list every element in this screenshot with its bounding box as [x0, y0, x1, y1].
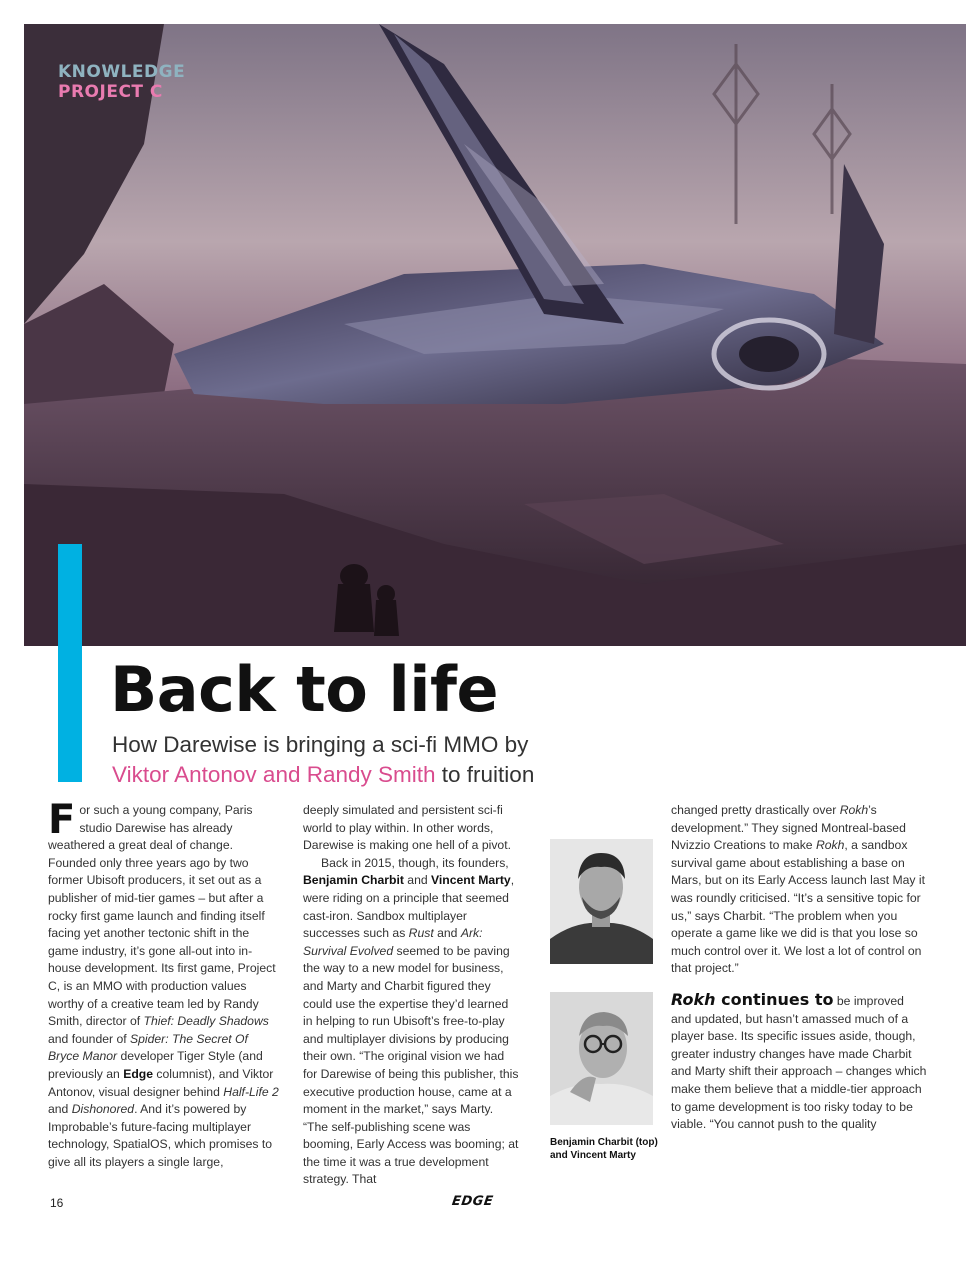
article-column-2	[303, 802, 520, 1189]
caption-line-1: Benjamin Charbit (top)	[550, 1137, 658, 1148]
col1-italic-title: Spider: The Secret Of Bryce Manor	[48, 1031, 248, 1064]
name-marty: Vincent Marty	[431, 873, 511, 888]
col1-text: developer Tiger Style (and previously an	[48, 1049, 263, 1081]
col1-italic-title: Half-Life 2	[223, 1084, 279, 1099]
col3-text: ’s development.” They signed Montreal-based Nvizzio Creations to make	[671, 803, 906, 853]
col1-paragraph	[48, 797, 282, 1171]
standfirst-text-a: How Darewise is bringing a sci-fi MMO by	[112, 732, 529, 757]
article-column-1	[48, 797, 282, 1171]
section-tag-project: PROJECT C	[58, 82, 163, 102]
standfirst-highlight: Viktor Antonov and Randy Smith	[112, 762, 436, 787]
hero-illustration	[24, 24, 966, 646]
col2-italic-title: Rust	[408, 926, 434, 941]
section-tag-knowledge: KNOWLEDGE	[58, 62, 186, 82]
col2-text: seemed to be paving the way to a new model for business, and Marty and Charbit figured they could use the expertise they’d learned in helping to run Ubisoft’s free-to-play and multiplayer divisions by producing their own. “The original vision we had for Darewise of being this publisher, this executive production house, came at a moment in the market,” says Marty. “The self-publishing scene was booming, Early Access was booming; at the time it was a true development strategy. That	[303, 943, 519, 1187]
photo-benjamin-charbit	[550, 839, 653, 964]
col2-text: , were riding on a principle that seemed cast-iron. Sandbox multiplayer successes such as	[303, 873, 515, 941]
article-headline: Back to life	[110, 653, 499, 726]
article-standfirst	[112, 730, 672, 790]
col1-text: columnist), and Viktor Antonov, visual designer behind	[48, 1066, 274, 1099]
standfirst-text-b: to fruition	[435, 762, 535, 787]
edge-mention: Edge	[123, 1066, 153, 1081]
name-charbit: Benjamin Charbit	[303, 873, 404, 888]
col3-text: , a sandbox survival game about establishing a base on Mars, but on its Early Access launch last May it was roundly criticised. “It’s a sensitive topic for us,” says Charbit. “The problem when you operate a game like we did is that you lose so much control over it. We lost a lot of control on that project.”	[671, 838, 926, 976]
col2-text: and	[403, 873, 432, 888]
article-column-3	[671, 802, 927, 1134]
col2-text: Back in 2015, though, its founders,	[321, 855, 509, 870]
page-number: 16	[50, 1196, 64, 1210]
col2-text: and	[433, 926, 461, 941]
col2-paragraph-2	[303, 855, 520, 1189]
col1-italic-title: Thief: Deadly Shadows	[143, 1014, 269, 1029]
col3-italic-title: Rokh	[839, 803, 869, 817]
lead-in-title: Rokh	[671, 989, 716, 1009]
lead-in	[671, 990, 833, 1009]
caption-line-2: and Vincent Marty	[550, 1150, 636, 1161]
dropcap: F	[48, 797, 76, 843]
col1-text: and founder of	[48, 1031, 130, 1046]
edge-masthead-logo: EDGE	[450, 1194, 495, 1209]
col2-italic-title: Ark: Survival Evolved	[303, 926, 483, 958]
portrait-charbit	[550, 839, 653, 964]
col3-text: be improved and updated, but hasn’t amassed much of a player base. Its specific issues aside, though, greater industry changes have made Charbit and Marty shift their approach – changes which make them believe that a middle-tier approach to game development is too risky today to be viable. “You cannot push to the quality	[671, 993, 927, 1132]
lead-in-rest: continues to	[715, 989, 834, 1009]
photo-vincent-marty	[550, 992, 653, 1125]
col1-italic-title: Dishonored	[71, 1102, 135, 1117]
portrait-marty	[550, 992, 653, 1125]
col3-italic-title: Rokh	[815, 838, 845, 853]
section-tag	[58, 62, 185, 102]
col1-text: . And it’s powered by Improbable’s future-facing multiplayer technology, SpatialOS, which promises to give all its players a single large,	[48, 1102, 272, 1169]
hero-artwork	[24, 24, 966, 646]
col3-text: changed pretty drastically over	[671, 803, 840, 817]
photo-caption	[550, 1136, 660, 1162]
col3-paragraph-1	[671, 802, 927, 978]
col3-paragraph-2	[671, 991, 927, 1134]
col1-text: and	[48, 1102, 72, 1117]
col1-text: or such a young company, Paris studio Darewise has already weathered a great deal of change. Founded only three years ago by two former Ubisoft producers, it set out as a publisher of mid-tier games – but after a rocky first game launch and finding itself facing yet another tectonic shift in the game industry, it’s gone all-out into in-house development. Its first game, Project C, is an MMO with production values worthy of a creative team led by Randy Smith, director of	[48, 803, 276, 1029]
accent-bar	[58, 544, 82, 782]
col2-paragraph-1: deeply simulated and persistent sci-fi world to play within. In other words, Darewise is making one hell of a pivot.	[303, 803, 511, 853]
